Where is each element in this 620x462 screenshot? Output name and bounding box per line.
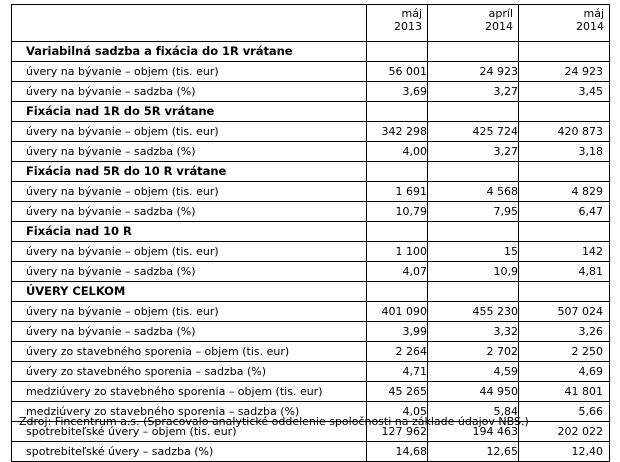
cell-value: 12,40 (519, 442, 610, 462)
row-label: úvery na bývanie – sadzba (%) (12, 262, 367, 282)
column-header-1-year: 2013 (394, 20, 422, 33)
row-label: spotrebiteľské úvery – sadzba (%) (12, 442, 367, 462)
cell-value (428, 162, 519, 182)
table-row (12, 442, 610, 462)
cell-value: 10,79 (367, 202, 428, 222)
column-header-2-month: apríl (488, 7, 513, 20)
table-row (12, 82, 610, 102)
table-row (12, 182, 610, 202)
cell-value: 1 691 (367, 182, 428, 202)
table-section-row (12, 222, 610, 242)
cell-value: 56 001 (367, 62, 428, 82)
row-label: úvery na bývanie – sadzba (%) (12, 142, 367, 162)
row-label: úvery na bývanie – sadzba (%) (12, 322, 367, 342)
cell-value: 45 265 (367, 382, 428, 402)
cell-value: 7,95 (428, 202, 519, 222)
cell-value: 44 950 (428, 382, 519, 402)
cell-value: 5,66 (519, 402, 610, 422)
cell-value: 2 702 (428, 342, 519, 362)
cell-value (367, 162, 428, 182)
table-header-corner (12, 5, 367, 42)
cell-value: 4,00 (367, 142, 428, 162)
cell-value: 3,27 (428, 82, 519, 102)
cell-value: 3,32 (428, 322, 519, 342)
row-label: medziúvery zo stavebného sporenia – sadzba (%) (12, 402, 367, 422)
cell-value: 4,69 (519, 362, 610, 382)
cell-value (428, 222, 519, 242)
row-label: úvery na bývanie – objem (tis. eur) (12, 122, 367, 142)
row-label: úvery na bývanie – sadzba (%) (12, 202, 367, 222)
cell-value: 342 298 (367, 122, 428, 142)
table-section-row (12, 102, 610, 122)
column-header-1 (367, 5, 428, 42)
cell-value (428, 102, 519, 122)
table-row (12, 122, 610, 142)
cell-value: 15 (428, 242, 519, 262)
table-row (12, 62, 610, 82)
cell-value (519, 162, 610, 182)
cell-value: 2 250 (519, 342, 610, 362)
row-label: úvery zo stavebného sporenia – sadzba (%) (12, 362, 367, 382)
table-row (12, 262, 610, 282)
cell-value: 3,27 (428, 142, 519, 162)
section-label: Fixácia nad 5R do 10 R vrátane (12, 162, 367, 182)
row-label: úvery zo stavebného sporenia – objem (tis. eur) (12, 342, 367, 362)
cell-value: 4,81 (519, 262, 610, 282)
cell-value: 24 923 (519, 62, 610, 82)
table-section-row (12, 42, 610, 62)
cell-value: 142 (519, 242, 610, 262)
section-label: ÚVERY CELKOM (12, 282, 367, 302)
table-header (12, 5, 610, 42)
cell-value: 4,71 (367, 362, 428, 382)
cell-value (367, 282, 428, 302)
cell-value (519, 282, 610, 302)
cell-value: 3,18 (519, 142, 610, 162)
table-section-row (12, 282, 610, 302)
row-label: úvery na bývanie – sadzba (%) (12, 82, 367, 102)
cell-value: 4,05 (367, 402, 428, 422)
row-label: úvery na bývanie – objem (tis. eur) (12, 182, 367, 202)
table-row (12, 382, 610, 402)
section-label: Fixácia nad 1R do 5R vrátane (12, 102, 367, 122)
cell-value (428, 42, 519, 62)
source-note: Zdroj: Fincentrum a.s. (Spracovalo analytické oddelenie spoločnosti na základe údajov NBS.) (19, 415, 529, 428)
row-label: úvery na bývanie – objem (tis. eur) (12, 302, 367, 322)
column-header-1-month: máj (401, 7, 422, 20)
cell-value (367, 42, 428, 62)
cell-value: 4 829 (519, 182, 610, 202)
cell-value: 127 962 (367, 422, 428, 442)
cell-value: 14,68 (367, 442, 428, 462)
column-header-3 (519, 5, 610, 42)
table-row (12, 242, 610, 262)
cell-value (367, 102, 428, 122)
cell-value (519, 222, 610, 242)
table-row (12, 142, 610, 162)
table-row (12, 322, 610, 342)
table-row (12, 342, 610, 362)
cell-value: 3,45 (519, 82, 610, 102)
column-header-2-year: 2014 (485, 20, 513, 33)
cell-value: 3,99 (367, 322, 428, 342)
cell-value: 1 100 (367, 242, 428, 262)
cell-value: 5,84 (428, 402, 519, 422)
cell-value: 4,07 (367, 262, 428, 282)
cell-value: 24 923 (428, 62, 519, 82)
row-label: spotrebiteľské úvery – objem (tis. eur) (12, 422, 367, 442)
cell-value (367, 222, 428, 242)
cell-value: 3,69 (367, 82, 428, 102)
cell-value: 4,59 (428, 362, 519, 382)
cell-value: 6,47 (519, 202, 610, 222)
row-label: medziúvery zo stavebného sporenia – objem (tis. eur) (12, 382, 367, 402)
cell-value: 420 873 (519, 122, 610, 142)
cell-value: 12,65 (428, 442, 519, 462)
row-label: úvery na bývanie – objem (tis. eur) (12, 62, 367, 82)
cell-value: 2 264 (367, 342, 428, 362)
cell-value: 401 090 (367, 302, 428, 322)
cell-value (428, 282, 519, 302)
cell-value: 507 024 (519, 302, 610, 322)
cell-value: 425 724 (428, 122, 519, 142)
table-row (12, 302, 610, 322)
column-header-3-month: máj (583, 7, 604, 20)
interest-rates-table (11, 4, 610, 462)
cell-value: 3,26 (519, 322, 610, 342)
column-header-2 (428, 5, 519, 42)
cell-value: 194 463 (428, 422, 519, 442)
row-label: úvery na bývanie – objem (tis. eur) (12, 242, 367, 262)
cell-value: 10,9 (428, 262, 519, 282)
table-row (12, 362, 610, 382)
column-header-3-year: 2014 (576, 20, 604, 33)
table-header-row (12, 5, 610, 42)
section-label: Fixácia nad 10 R (12, 222, 367, 242)
cell-value (519, 102, 610, 122)
cell-value: 202 022 (519, 422, 610, 442)
table-section-row (12, 162, 610, 182)
cell-value: 455 230 (428, 302, 519, 322)
table-row (12, 202, 610, 222)
cell-value: 41 801 (519, 382, 610, 402)
table-body (12, 42, 610, 462)
cell-value: 4 568 (428, 182, 519, 202)
section-label: Variabilná sadzba a fixácia do 1R vrátane (12, 42, 367, 62)
cell-value (519, 42, 610, 62)
